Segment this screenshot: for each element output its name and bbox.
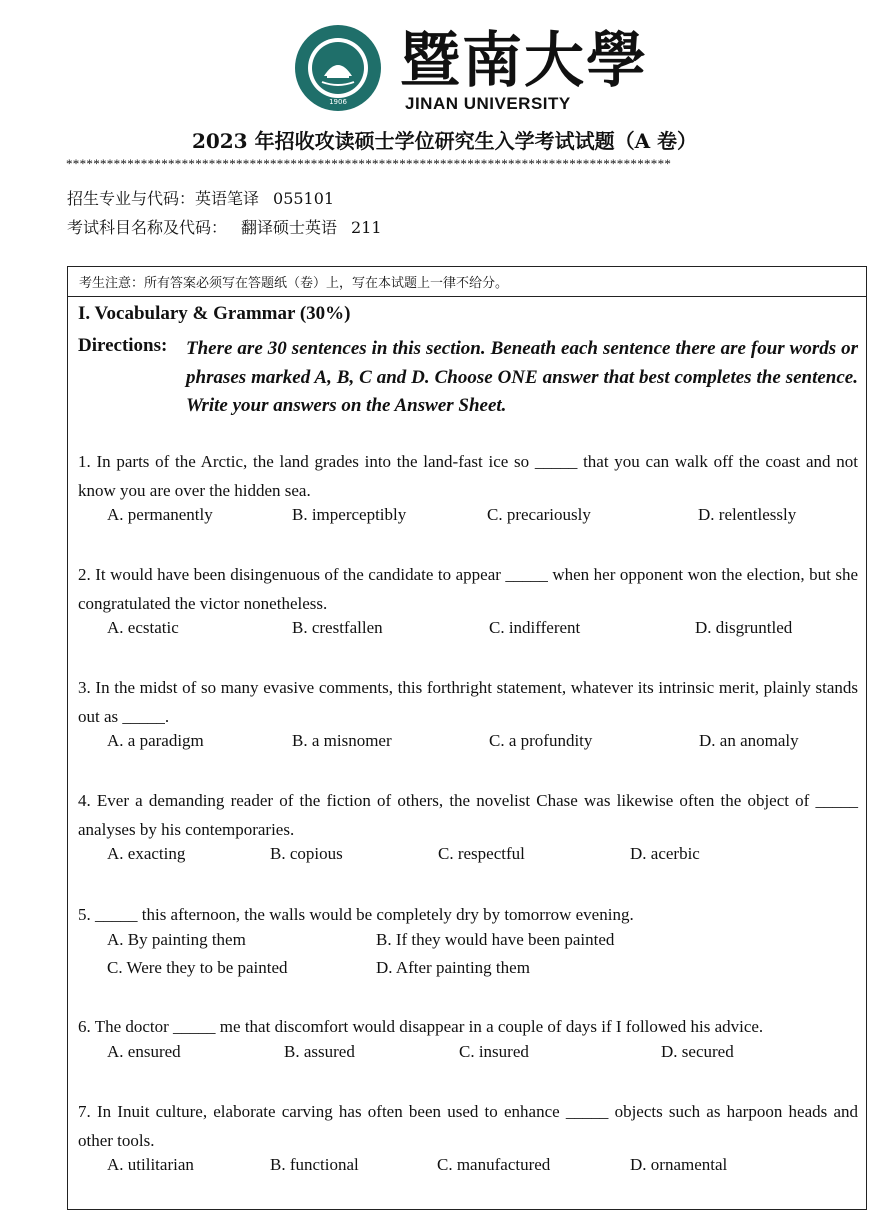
directions-label: Directions:: [78, 335, 168, 356]
options-row: [78, 930, 858, 958]
option-c[interactable]: C. insured: [459, 1041, 529, 1061]
option-c[interactable]: C. indifferent: [489, 618, 581, 637]
option-c[interactable]: C. manufactured: [437, 1155, 551, 1174]
option-b[interactable]: B. functional: [270, 1155, 359, 1174]
option-a[interactable]: A. ensured: [107, 1041, 181, 1061]
option-b[interactable]: B. If they would have been painted: [376, 929, 615, 949]
divider-stars: *****************************************************************************************: [66, 156, 672, 171]
subject-label: 考试科目名称及代码：: [67, 218, 228, 237]
option-b[interactable]: B. assured: [284, 1041, 355, 1061]
options-row: [78, 505, 858, 533]
university-name-en: JINAN UNIVERSITY: [405, 94, 571, 113]
option-d[interactable]: D. secured: [661, 1041, 734, 1061]
option-b[interactable]: B. crestfallen: [292, 618, 383, 637]
subject-code: 211: [351, 218, 382, 237]
question-text: 2. It would have been disingenuous of the candidate to appear _____ when her opponent won the election, but she congratulated the victor nonetheless.: [78, 565, 858, 613]
question-7: [78, 1098, 858, 1183]
exam-box: [67, 266, 867, 1210]
major-label: 招生专业与代码：英语笔译: [67, 189, 260, 208]
option-c[interactable]: C. a profundity: [489, 731, 593, 750]
option-c[interactable]: C. precariously: [487, 505, 591, 524]
exam-title: 2023 年招收攻读硕士学位研究生入学考试试题（A 卷）: [191, 129, 698, 153]
option-c[interactable]: C. Were they to be painted: [107, 957, 288, 977]
question-6: [78, 1013, 858, 1070]
options-row: [78, 618, 858, 646]
options-row: [78, 958, 858, 986]
option-d[interactable]: D. After painting them: [376, 957, 530, 977]
subject-name: 翻译硕士英语: [241, 218, 338, 237]
section-title: I. Vocabulary & Grammar (30%): [78, 303, 351, 324]
seal-year: 1906: [329, 98, 347, 106]
question-text: 3. In the midst of so many evasive comments, this forthright statement, whatever its intrinsic merit, plainly stands out as _____.: [78, 678, 858, 726]
page-header: [0, 0, 889, 120]
question-text: 5. _____ this afternoon, the walls would be completely dry by tomorrow evening.: [78, 905, 634, 924]
major-info: [67, 186, 334, 209]
question-text: 4. Ever a demanding reader of the fiction of others, the novelist Chase was likewise often the object of _____ analyses by his contemporaries.: [78, 791, 858, 839]
question-4: [78, 787, 858, 872]
directions-text: There are 30 sentences in this section. Beneath each sentence there are four words or phrases marked A, B, C and D. Choose ONE answer that best completes the sentence. Write your answers on the Answer Sheet.: [186, 338, 858, 416]
option-d[interactable]: D. disgruntled: [695, 618, 793, 637]
option-d[interactable]: D. relentlessly: [698, 505, 797, 524]
option-d[interactable]: D. ornamental: [630, 1155, 728, 1174]
option-b[interactable]: B. a misnomer: [292, 731, 392, 750]
option-a[interactable]: A. permanently: [107, 505, 213, 524]
question-3: [78, 674, 858, 759]
option-c[interactable]: C. respectful: [438, 844, 525, 863]
option-d[interactable]: D. an anomaly: [699, 731, 799, 750]
major-code: 055101: [273, 189, 335, 208]
option-b[interactable]: B. imperceptibly: [292, 505, 407, 524]
option-a[interactable]: A. By painting them: [107, 929, 246, 949]
option-a[interactable]: A. exacting: [107, 844, 186, 863]
question-text: 6. The doctor _____ me that discomfort would disappear in a couple of days if I followed his advice.: [78, 1017, 764, 1036]
subject-info: [67, 215, 382, 238]
university-seal-icon: [294, 24, 382, 112]
option-d[interactable]: D. acerbic: [630, 844, 700, 863]
option-a[interactable]: A. ecstatic: [107, 618, 179, 637]
options-row: [78, 1155, 858, 1183]
question-text: 1. In parts of the Arctic, the land grades into the land-fast ice so _____ that you can walk off the coast and not know you are over the hidden sea.: [78, 452, 858, 500]
question-2: [78, 561, 858, 646]
options-row: [78, 844, 858, 872]
university-name-cn: 暨南大學: [400, 26, 648, 96]
question-5: [78, 901, 858, 986]
candidate-notice: 考生注意：所有答案必须写在答题纸（卷）上，写在本试题上一律不给分。: [68, 267, 866, 297]
option-b[interactable]: B. copious: [270, 844, 343, 863]
question-1: [78, 448, 858, 533]
question-text: 7. In Inuit culture, elaborate carving has often been used to enhance _____ objects such as harpoon heads and other tools.: [78, 1102, 858, 1150]
option-a[interactable]: A. utilitarian: [107, 1155, 194, 1174]
option-a[interactable]: A. a paradigm: [107, 731, 204, 750]
options-row: [78, 1042, 858, 1070]
options-row: [78, 731, 858, 759]
